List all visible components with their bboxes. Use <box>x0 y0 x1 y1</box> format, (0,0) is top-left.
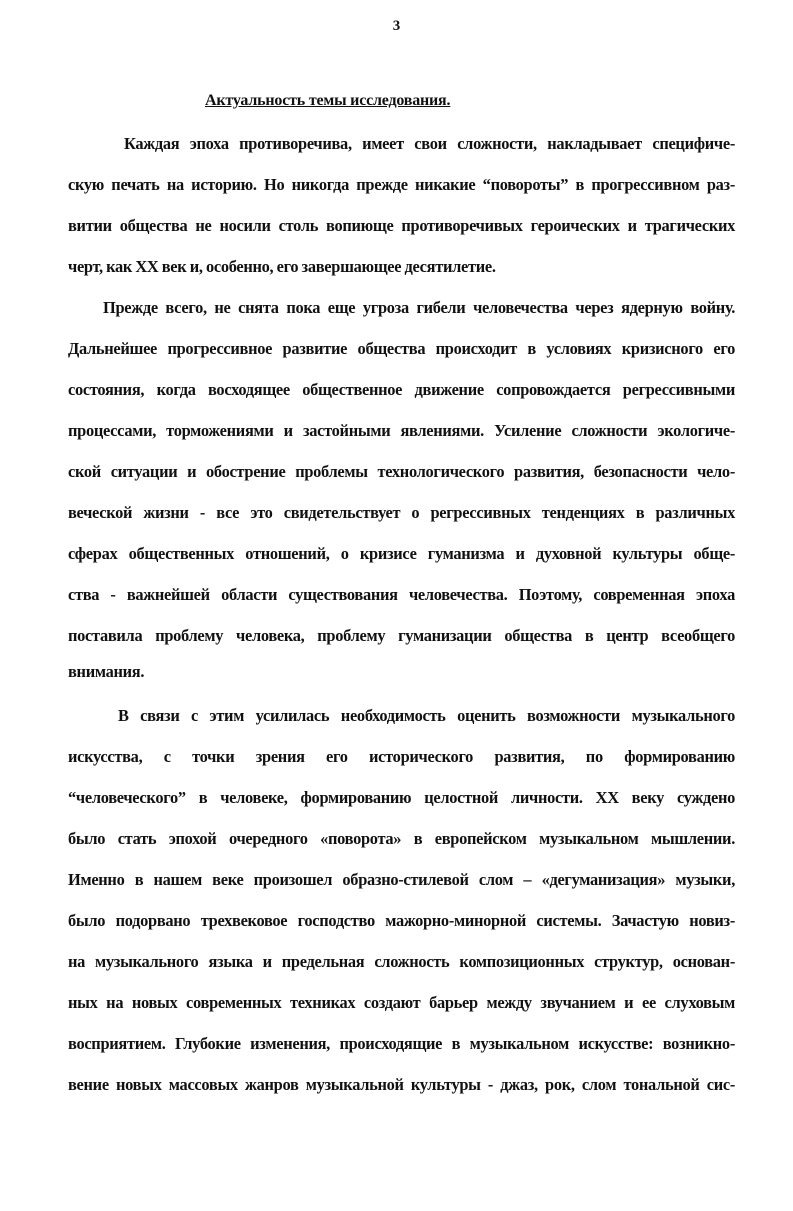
text-line: “человеческого” в человеке, формированию целостной личности. XX веку суждено <box>68 788 735 807</box>
text-line: искусства, с точки зрения его исторического развития, по формированию <box>68 747 735 766</box>
section-heading: Актуальность темы исследования. <box>205 92 451 109</box>
text-line: на музыкального языка и предельная сложность композиционных структур, основан- <box>68 952 735 971</box>
text-line: было подорвано трехвековое господство мажорно-минорной системы. Зачастую новиз- <box>68 911 735 930</box>
text-line: восприятием. Глубокие изменения, происходящие в музыкальном искусстве: возникно- <box>68 1034 735 1053</box>
text-line: Прежде всего, не снята пока еще угроза гибели человечества через ядерную войну. <box>103 298 735 317</box>
text-line: ской ситуации и обострение проблемы технологического развития, безопасности чело- <box>68 462 735 481</box>
text-line: внимания. <box>68 662 145 681</box>
text-line: черт, как XX век и, особенно, его завершающее десятилетие. <box>68 257 496 276</box>
text-line: Дальнейшее прогрессивное развитие общества происходит в условиях кризисного его <box>68 339 735 358</box>
text-line: процессами, торможениями и застойными явлениями. Усиление сложности экологиче- <box>68 421 735 440</box>
text-line: поставила проблему человека, проблему гуманизации общества в центр всеобщего <box>68 626 735 645</box>
text-line: состояния, когда восходящее общественное движение сопровождается регрессивными <box>68 380 735 399</box>
text-line: сферах общественных отношений, о кризисе гуманизма и духовной культуры обще- <box>68 544 735 563</box>
text-line: Каждая эпоха противоречива, имеет свои сложности, накладывает специфиче- <box>124 134 735 153</box>
text-line: вение новых массовых жанров музыкальной культуры - джаз, рок, слом тональной сис- <box>68 1075 735 1094</box>
text-line: витии общества не носили столь вопиюще противоречивых героических и трагических <box>68 216 735 235</box>
text-line: ных на новых современных техниках создают барьер между звучанием и ее слуховым <box>68 993 735 1012</box>
text-line: скую печать на историю. Но никогда прежде никакие “повороты” в прогрессивном раз- <box>68 175 735 194</box>
text-line: Именно в нашем веке произошел образно-стилевой слом – «дегуманизация» музыки, <box>68 870 735 889</box>
text-line: было стать эпохой очередного «поворота» в европейском музыкальном мышлении. <box>68 829 735 848</box>
text-line: ства - важнейшей области существования человечества. Поэтому, современная эпоха <box>68 585 735 604</box>
text-line: В связи с этим усилилась необходимость оценить возможности музыкального <box>118 706 735 725</box>
text-line: веческой жизни - все это свидетельствует о регрессивных тенденциях в различных <box>68 503 735 522</box>
page-number: 3 <box>392 18 401 34</box>
